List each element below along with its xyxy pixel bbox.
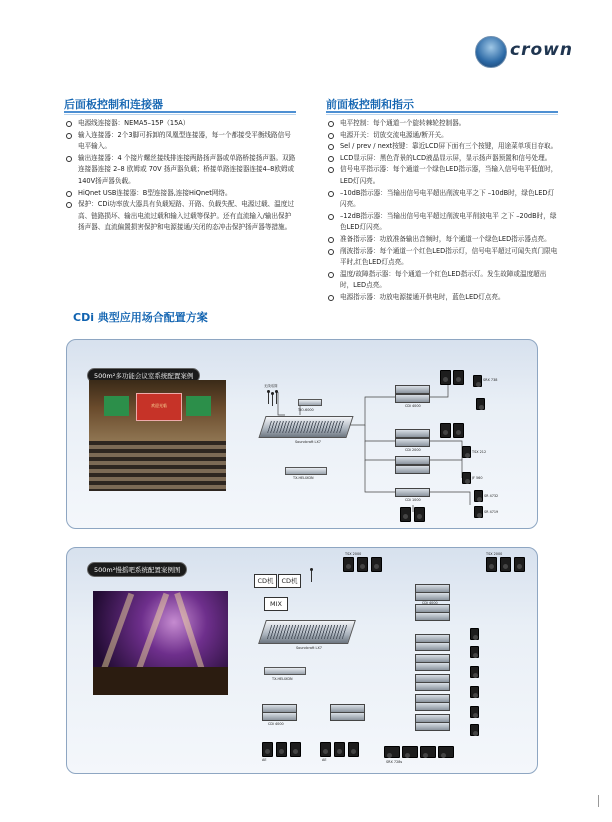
processor-unit (264, 667, 306, 675)
amplifier (415, 642, 450, 651)
mic-icon (272, 394, 273, 406)
processor-label: TIO-6000 (298, 408, 314, 412)
amplifier (395, 429, 430, 438)
mixer-console (258, 620, 356, 644)
speaker-label: AE (322, 758, 327, 762)
deq-unit (285, 467, 327, 475)
cd-player-box: CD机 (278, 574, 301, 588)
speaker (476, 398, 485, 410)
front-panel-item: 电源指示器：功放电源接通开供电时，蓝色LED灯点亮。 (326, 292, 558, 304)
amplifier (415, 612, 450, 621)
speaker (348, 742, 359, 757)
speaker (440, 370, 451, 385)
amplifier (415, 722, 450, 731)
mic-icon (311, 570, 312, 582)
subwoofer (420, 746, 436, 758)
front-panel-title: 前面板控制和指示 (326, 98, 414, 111)
amp-label: CDi 2000 (405, 448, 421, 452)
speaker (470, 686, 479, 698)
speaker (371, 557, 382, 572)
subwoofer (384, 746, 400, 758)
speaker (262, 742, 273, 757)
front-panel-item: 电平控制：每个通道一个旋转棘轮控制器。 (326, 118, 558, 130)
front-panel-item: 电源开关：切放交流电源通/断开关。 (326, 130, 558, 142)
amp-label: CDi 4000 (422, 601, 438, 605)
speaker (462, 446, 471, 458)
mix-box: MIX (264, 597, 288, 611)
speaker (500, 557, 511, 572)
processor-unit (298, 399, 322, 406)
case2-caption: 500m²慢摇吧系统配置案例图 (87, 562, 187, 577)
speaker (486, 557, 497, 572)
mixer-console (258, 416, 353, 438)
speaker (334, 742, 345, 757)
rear-panel-item: 输出连接器：4 个接片螺丝接线排连接两路扬声器或单路桥接扬声器。双路连接器连接 2–8 欧姆或 70V 扬声器负载；桥接单路连接器连接4–8欧姆或140V扬声器负载。 (64, 153, 296, 188)
speaker-label: SRX 738 (483, 378, 498, 382)
speaker (453, 423, 464, 438)
speaker (462, 472, 471, 484)
speaker (343, 557, 354, 572)
speaker (453, 370, 464, 385)
mic-icon (268, 392, 269, 404)
speaker (470, 628, 479, 640)
speaker (470, 646, 479, 658)
subwoofer (438, 746, 454, 758)
speaker-label: TSX 2000 (345, 552, 362, 556)
screen-text: 欢迎光临 (151, 403, 167, 408)
amp-label: CDi 4000 (405, 404, 421, 408)
rear-panel-item: 保护：CDi功率放大器具有负载短路、开路、负载失配、电源过载、温度过高、链路损坏、输出电流过载和输入过载等保护。还有直流输入/输出保护扬声器、直流偏置损害保护和电源接通/关闭的态冲击保护扬声器等措施。 (64, 199, 296, 234)
front-panel-item: 准备指示器：功放准备输出音频时，每个通道一个绿色LED指示器点亮。 (326, 234, 558, 246)
speaker-label: AE (262, 758, 267, 762)
rear-panel-title: 后面板控制和连接器 (64, 98, 163, 111)
amplifier (415, 702, 450, 711)
amplifier (395, 438, 430, 447)
front-panel-item: Sel / prev / next按键：靠近LCD屏下面有三个按键，用途菜单项目存取。 (326, 141, 558, 153)
front-panel-item: LCD显示屏：黑色背景的LCD液晶显示屏，显示扬声器预置和信号处理。 (326, 153, 558, 165)
deq-label: TX-HELIXDN (293, 476, 314, 480)
mixer-label: Soundcraft LX7 (295, 440, 321, 444)
amp-label: CDi 4000 (268, 722, 284, 726)
speaker (474, 490, 483, 502)
sub-label: SRX 728s (386, 760, 403, 764)
processor-label: TX-HELIXDN (272, 677, 293, 681)
amplifier (415, 662, 450, 671)
front-panel-item: 削波指示器：每个通道一个红色LED指示灯，信号电平超过可闻失真门限电平时,红色LED灯点亮。 (326, 246, 558, 269)
mic-label: 无线话筒 (264, 384, 278, 388)
rear-panel-item: 输入连接器：2个3脚可拆卸的凤凰型连接器，每一个都接受平衡线路信号电平输入。 (64, 130, 296, 153)
speaker-label: TSX 2000 (486, 552, 503, 556)
speaker (290, 742, 301, 757)
speaker-label: SR 4719 (484, 510, 499, 514)
front-panel-item: 信号电平指示器：每个通道一个绿色LED指示器，当输入信号电平低值时，LED灯闪亮。 (326, 164, 558, 187)
speaker (320, 742, 331, 757)
speaker (470, 724, 479, 736)
amplifier (415, 682, 450, 691)
amplifier (395, 488, 430, 497)
speaker (414, 507, 425, 522)
amplifier (415, 592, 450, 601)
front-panel-item: –12dB指示器：当输出信号电平超过削波电平削波电平 之下 –20dB时，绿色LED灯闪亮。 (326, 211, 558, 234)
cdi-section-title: CDi 典型应用场合配置方案 (73, 311, 208, 324)
rear-panel-item: HiQnet USB连接器：B型连接器,连接HiQnet网络。 (64, 188, 296, 200)
speaker (440, 423, 451, 438)
speaker (357, 557, 368, 572)
stage-floor (93, 667, 228, 695)
amplifier (395, 385, 430, 394)
speaker (470, 666, 479, 678)
speaker (473, 375, 482, 387)
speaker-label: JF 560 (472, 476, 483, 480)
rear-panel-item: 电源线连接器：NEMA5–15P（15A） (64, 118, 296, 130)
bar-stage-photo (93, 591, 228, 695)
subwoofer (402, 746, 418, 758)
front-panel-item: 温度/故障指示器：每个通道一个红色LED指示灯。发生故障或温度超出时，LED点亮。 (326, 269, 558, 292)
page-edge-mark (598, 795, 599, 807)
amplifier (395, 465, 430, 474)
speaker (470, 706, 479, 718)
cd-player-box: CD机 (254, 574, 277, 588)
speaker-label: SR 4732 (484, 494, 499, 498)
mixer-label: Soundcraft LX7 (296, 646, 322, 650)
speaker-label: TSX 212 (472, 450, 487, 454)
speaker (514, 557, 525, 572)
amplifier (395, 394, 430, 403)
amplifier (262, 712, 297, 721)
brand-name: crown (510, 40, 573, 60)
front-panel-item: –10dB指示器：当输出信号电平超出削波电平之下 –10dB时，绿色LED灯闪亮。 (326, 188, 558, 211)
amp-label: CDi 1000 (405, 498, 421, 502)
amplifier (330, 712, 365, 721)
case1-caption: 500m²多功能会议室系统配置案例 (87, 368, 200, 383)
speaker (400, 507, 411, 522)
speaker (276, 742, 287, 757)
mic-icon (276, 392, 277, 404)
speaker (474, 506, 483, 518)
amplifier (395, 456, 430, 465)
